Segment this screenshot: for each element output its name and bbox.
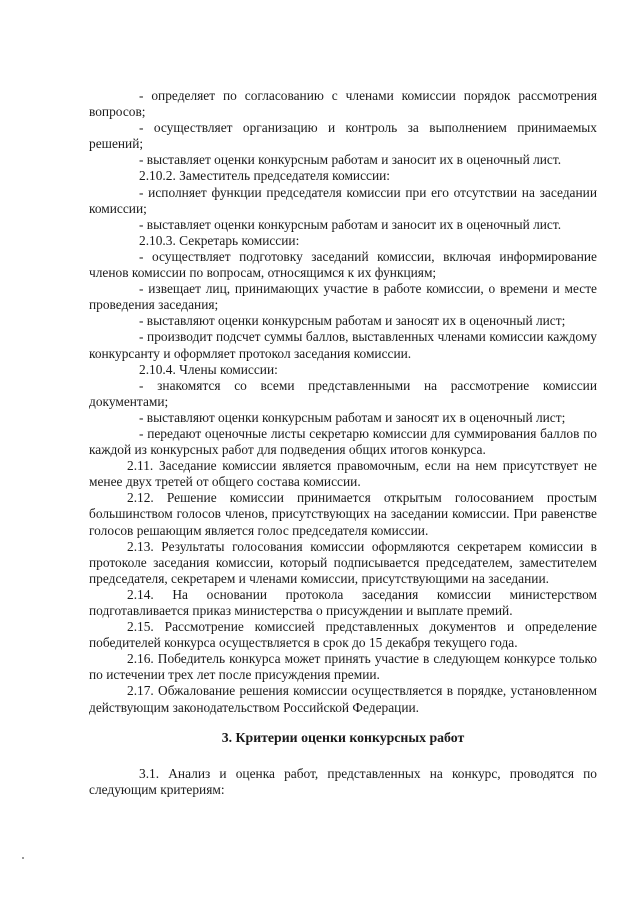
paragraph: - передают оценочные листы секретарю комиссии для суммирования баллов по каждой из конкурсных работ для подведения общих итогов конкурса. xyxy=(89,425,597,458)
paragraph: - осуществляет подготовку заседаний комиссии, включая информирование членов комиссии по вопросам, относящимся к их функциям; xyxy=(89,248,597,281)
paragraph: - извещает лиц, принимающих участие в работе комиссии, о времени и месте проведения заседания; xyxy=(89,281,597,313)
paragraph: 2.15. Рассмотрение комиссией представленных документов и определение победителей конкурса осуществляется в срок до 15 декабря текущего года. xyxy=(89,619,597,651)
paragraph: - выставляет оценки конкурсным работам и заносит их в оценочный лист. xyxy=(139,216,562,232)
paragraph: - выставляют оценки конкурсным работам и заносят их в оценочный лист; xyxy=(139,313,566,329)
paragraph: 2.11. Заседание комиссии является правомочным, если на нем присутствует не менее двух третей от общего состава комиссии. xyxy=(89,458,597,490)
document-body xyxy=(89,88,597,798)
paragraph: - выставляют оценки конкурсным работам и заносят их в оценочный лист; xyxy=(139,409,566,425)
paragraph: - производит подсчет суммы баллов, выставленных членами комиссии каждому конкурсанту и оформляет протокол заседания комиссии. xyxy=(89,329,597,361)
paragraph: - выставляет оценки конкурсным работам и заносит их в оценочный лист. xyxy=(139,152,562,168)
paragraph: - определяет по согласованию с членами комиссии порядок рассмотрения вопросов; xyxy=(89,88,597,120)
section-heading-2-10-4: 2.10.4. Члены комиссии: xyxy=(139,361,278,377)
section-heading-2-10-3: 2.10.3. Секретарь комиссии: xyxy=(139,232,300,248)
scan-speck xyxy=(22,857,24,859)
paragraph: 2.16. Победитель конкурса может принять участие в следующем конкурсе только по истечении трех лет после присуждения премии. xyxy=(89,651,597,683)
paragraph: 2.12. Решение комиссии принимается открытым голосованием простым большинством голосов членов, присутствующих на заседании комиссии. При равенстве голосов решающим является голос председателя комиссии. xyxy=(89,490,597,538)
paragraph: 2.17. Обжалование решения комиссии осуществляется в порядке, установленном действующим законодательством Российской Федерации. xyxy=(89,683,597,715)
paragraph: - знакомятся со всеми представленными на рассмотрение комиссии документами; xyxy=(89,377,597,409)
criteria-intro: 3.1. Анализ и оценка работ, представленных на конкурс, проводятся по следующим критериям: xyxy=(89,765,597,797)
paragraph: - исполняет функции председателя комиссии при его отсутствии на заседании комиссии; xyxy=(89,184,597,216)
paragraph: 2.14. На основании протокола заседания комиссии министерством подготавливается приказ министерства о присуждении и выплате премий. xyxy=(89,586,597,618)
section-title: 3. Критерии оценки конкурсных работ xyxy=(221,729,465,745)
paragraph: - осуществляет организацию и контроль за выполнением принимаемых решений; xyxy=(89,120,597,152)
section-heading-2-10-2: 2.10.2. Заместитель председателя комиссии: xyxy=(139,168,391,184)
paragraph: 2.13. Результаты голосования комиссии оформляются секретарем комиссии в протоколе заседания комиссии, который подписывается председателем, заместителем председателя, секретарем и членами комиссии, присутствующими на заседании. xyxy=(89,538,597,586)
